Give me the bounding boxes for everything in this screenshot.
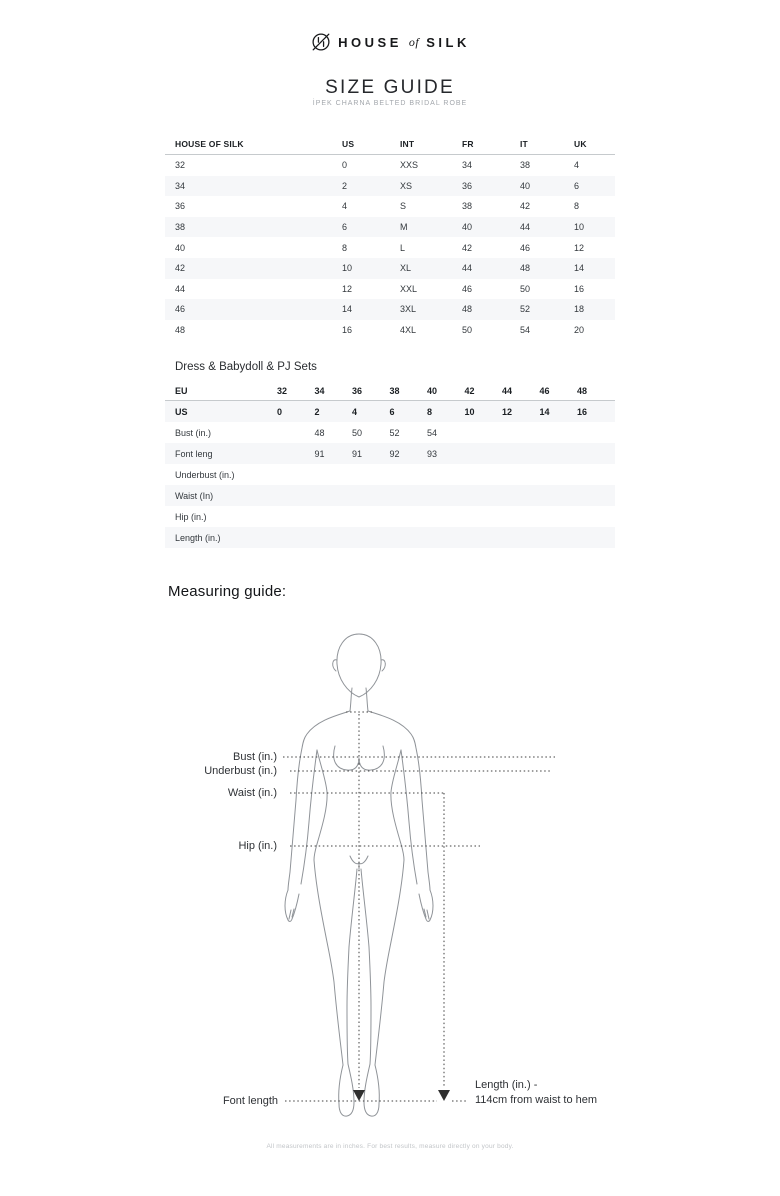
size-table-cell: 10 [574, 222, 585, 233]
measurement-table-row [165, 422, 615, 443]
measurement-cell: 52 [389, 427, 400, 438]
figure-font-length-label: Font length [222, 1095, 278, 1107]
brand-name-house: HOUSE [338, 34, 402, 50]
figure-underbust-label: Underbust (in.) [204, 765, 277, 777]
measurement-cell: 42 [464, 385, 475, 396]
size-table-cell: 38 [462, 201, 473, 212]
size-conversion-table [165, 134, 615, 340]
size-table-cell: 16 [574, 283, 585, 294]
brand-name-of: of [408, 34, 420, 49]
measurement-cell: 91 [352, 448, 363, 459]
size-table-cell: 6 [574, 180, 580, 191]
size-table-cell: 50 [462, 325, 473, 336]
size-table-cell: 38 [175, 222, 186, 233]
measurement-cell: 16 [577, 406, 588, 417]
brand-logo-icon [310, 31, 332, 53]
brand-name-silk: SILK [426, 34, 470, 50]
size-table-cell: 12 [342, 283, 353, 294]
size-table-column-header: INT [400, 139, 415, 149]
measurement-cell: 32 [277, 385, 288, 396]
size-table-cell: 14 [574, 263, 585, 274]
measurement-table-title: Dress & Babydoll & PJ Sets [175, 361, 317, 373]
measurement-cell: 34 [314, 385, 325, 396]
size-table-cell: 46 [520, 242, 531, 253]
size-table-cell: 4XL [400, 325, 417, 336]
size-table-cell: XS [400, 180, 413, 191]
size-table-cell: 32 [175, 160, 186, 171]
down-arrow-icon [353, 1090, 365, 1101]
measurement-row-label: Length (in.) [175, 532, 221, 543]
size-table-column-header: IT [520, 139, 528, 149]
size-table-cell: 48 [520, 263, 531, 274]
measurement-cell: 92 [389, 448, 400, 459]
measurement-cell: 46 [539, 385, 550, 396]
size-table-cell: 42 [462, 242, 473, 253]
measurement-cell: 8 [427, 406, 433, 417]
figure-waist-label: Waist (in.) [227, 787, 277, 799]
measurement-row-label: Underbust (in.) [175, 469, 235, 480]
size-table-cell: 48 [462, 304, 473, 315]
measurement-cell: 44 [502, 385, 513, 396]
size-table-cell: 18 [574, 304, 585, 315]
size-table-cell: 36 [462, 180, 473, 191]
measurement-cell: 14 [539, 406, 550, 417]
size-table-cell: 12 [574, 242, 585, 253]
size-table-cell: 48 [175, 325, 186, 336]
size-table-row [165, 258, 615, 279]
figure-hip-label: Hip (in.) [238, 840, 277, 852]
product-subtitle: İPEK CHARNA BELTED BRIDAL ROBE [312, 100, 468, 107]
body-figure-illustration [200, 622, 600, 1122]
size-table-cell: 8 [574, 201, 580, 212]
measurement-table-row [165, 485, 615, 506]
size-table-cell: 16 [342, 325, 353, 336]
measurement-table-row [165, 381, 615, 401]
size-table-cell: 8 [342, 242, 348, 253]
size-table-cell: 44 [462, 263, 473, 274]
measurement-cell: 40 [427, 385, 438, 396]
measurement-row-label: Font leng [175, 448, 213, 459]
figure-length-note-line1: Length (in.) - [475, 1079, 538, 1091]
size-table-cell: 34 [462, 160, 473, 171]
measurement-cell: 6 [389, 406, 395, 417]
size-table-cell: M [400, 222, 408, 233]
measurement-disclaimer: All measurements are in inches. For best results, measure directly on your body. [266, 1143, 514, 1150]
measurement-cell: 36 [352, 385, 363, 396]
size-table-cell: XXL [400, 283, 418, 294]
size-table-row [165, 176, 615, 197]
size-table-cell: XXS [400, 160, 419, 171]
measurement-table-row [165, 464, 615, 485]
measurement-row-label: Waist (In) [175, 490, 214, 501]
size-table-cell: XL [400, 263, 412, 274]
size-table-cell: 40 [520, 180, 531, 191]
size-table-cell: 40 [462, 222, 473, 233]
size-table-column-header: UK [574, 139, 587, 149]
size-table-cell: 52 [520, 304, 531, 315]
size-table-cell: 44 [520, 222, 531, 233]
size-table-cell: 50 [520, 283, 531, 294]
measurement-cell: 4 [352, 406, 358, 417]
figure-length-note-line2: 114cm from waist to hem [475, 1094, 598, 1106]
measurement-cell: 2 [314, 406, 320, 417]
size-table-row [165, 196, 615, 217]
measurement-row-label: Bust (in.) [175, 427, 212, 438]
measurement-table-row [165, 443, 615, 464]
page-title: SIZE GUIDE [325, 77, 455, 98]
size-table-cell: 2 [342, 180, 348, 191]
down-arrow-icon [438, 1090, 450, 1101]
size-table-cell: 40 [175, 242, 186, 253]
size-table-cell: 14 [342, 304, 353, 315]
figure-bust-label: Bust (in.) [232, 751, 277, 763]
size-table-row [165, 279, 615, 300]
size-table-cell: 44 [175, 283, 186, 294]
size-table-header-row [165, 134, 615, 155]
measurement-row-label: Hip (in.) [175, 511, 207, 522]
size-table-row [165, 320, 615, 341]
size-table-column-header: HOUSE OF SILK [175, 139, 244, 149]
measurement-table [165, 381, 615, 548]
measurement-cell: 48 [577, 385, 588, 396]
size-table-cell: 42 [520, 201, 531, 212]
measurement-cell: 91 [314, 448, 325, 459]
size-table-cell: 38 [520, 160, 531, 171]
measurement-cell: 50 [352, 427, 363, 438]
size-table-cell: 54 [520, 325, 531, 336]
size-table-cell: 42 [175, 263, 186, 274]
measurement-row-label: US [175, 406, 188, 417]
measurement-cell: 0 [277, 406, 283, 417]
size-table-row [165, 237, 615, 258]
size-table-row [165, 155, 615, 176]
measurement-cell: 48 [314, 427, 325, 438]
size-table-column-header: FR [462, 139, 474, 149]
brand-header [0, 31, 780, 53]
measurement-cell: 38 [389, 385, 400, 396]
size-table-cell: 10 [342, 263, 353, 274]
size-table-cell: 36 [175, 201, 186, 212]
size-table-cell: 46 [462, 283, 473, 294]
measurement-cell: 12 [502, 406, 513, 417]
figure-length-note [475, 1078, 597, 1108]
size-table-cell: 6 [342, 222, 348, 233]
size-table-column-header: US [342, 139, 355, 149]
size-table-cell: 20 [574, 325, 585, 336]
size-table-cell: 0 [342, 160, 348, 171]
measurement-table-row [165, 527, 615, 548]
measuring-guide-heading: Measuring guide: [168, 583, 287, 600]
measurement-cell: 54 [427, 427, 438, 438]
size-table-cell: 4 [574, 160, 580, 171]
size-table-row [165, 217, 615, 238]
size-table-row [165, 299, 615, 320]
measurement-table-row [165, 401, 615, 422]
size-table-cell: 4 [342, 201, 348, 212]
size-table-cell: 3XL [400, 304, 417, 315]
size-table-cell: 34 [175, 180, 186, 191]
size-table-cell: 46 [175, 304, 186, 315]
measurement-cell: 10 [464, 406, 475, 417]
measurement-row-label: EU [175, 385, 188, 396]
size-table-cell: L [400, 242, 406, 253]
measurement-cell: 93 [427, 448, 438, 459]
measurement-table-row [165, 506, 615, 527]
size-table-cell: S [400, 201, 407, 212]
